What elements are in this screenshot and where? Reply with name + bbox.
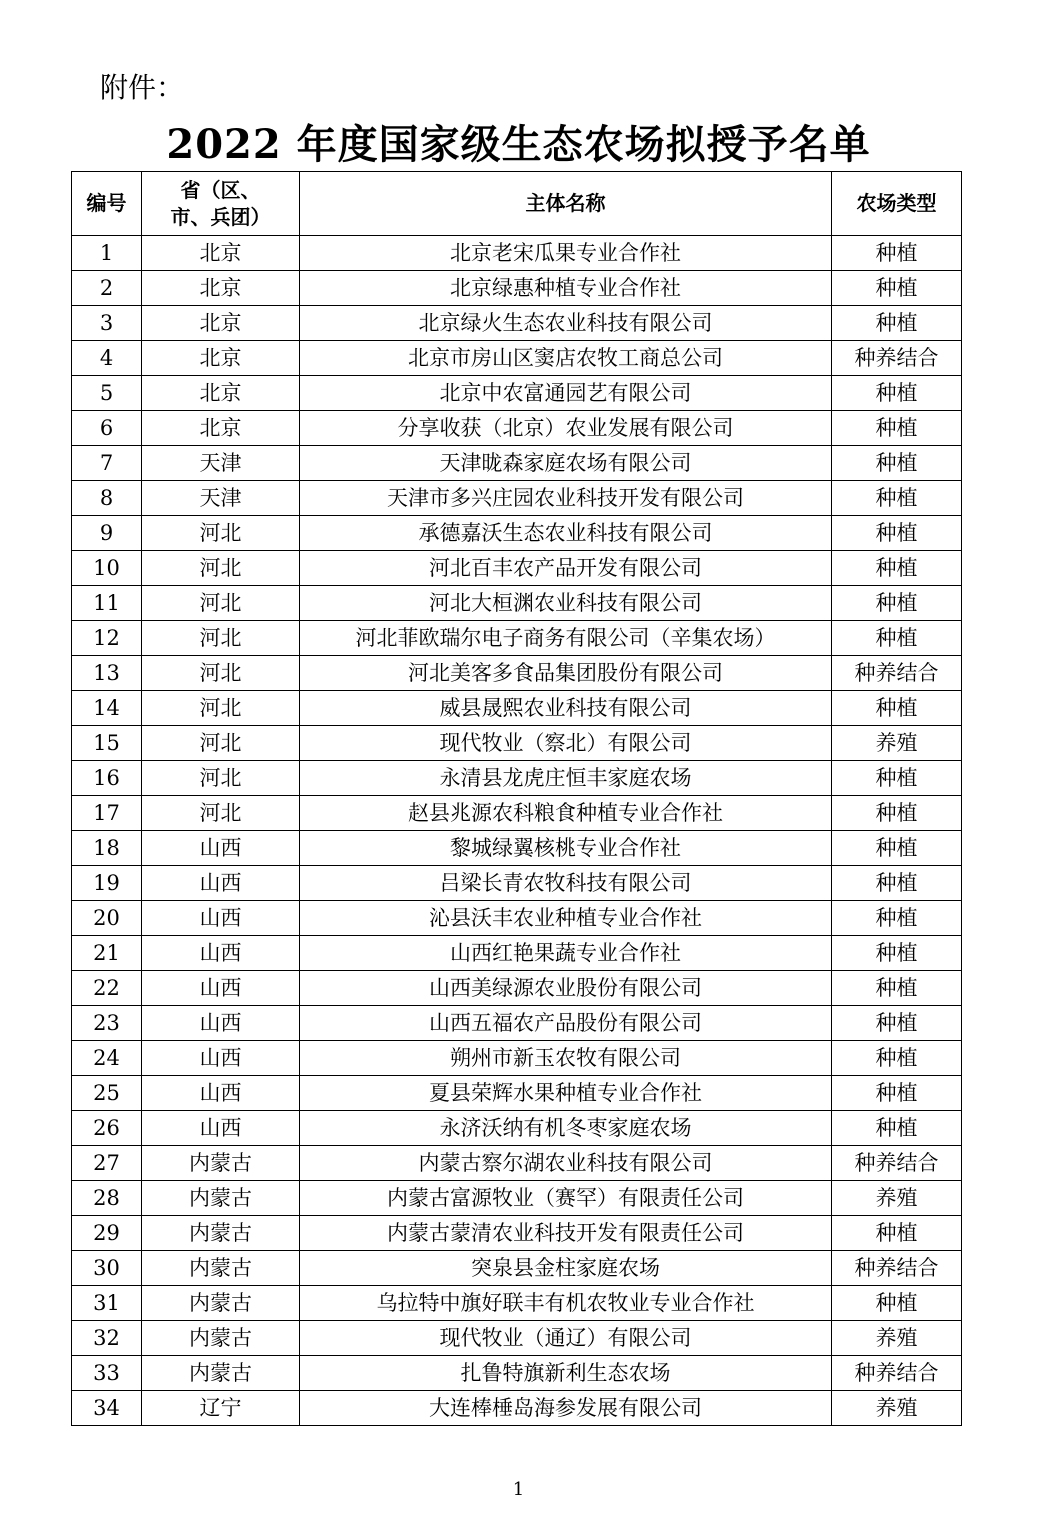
cell-province: 山西: [142, 1006, 300, 1041]
cell-farm-type: 种养结合: [832, 341, 962, 376]
table-row: [72, 271, 962, 306]
cell-number: 5: [72, 376, 142, 411]
cell-province: 河北: [142, 691, 300, 726]
cell-entity-name: 河北大桓渊农业科技有限公司: [300, 586, 832, 621]
cell-number: 29: [72, 1216, 142, 1251]
header-number: 编号: [72, 172, 142, 236]
cell-entity-name: 北京中农富通园艺有限公司: [300, 376, 832, 411]
table-row: [72, 656, 962, 691]
cell-entity-name: 沁县沃丰农业种植专业合作社: [300, 901, 832, 936]
cell-farm-type: 种养结合: [832, 656, 962, 691]
cell-entity-name: 黎城绿翼核桃专业合作社: [300, 831, 832, 866]
table-row: [72, 551, 962, 586]
cell-entity-name: 现代牧业（通辽）有限公司: [300, 1321, 832, 1356]
cell-farm-type: 养殖: [832, 1391, 962, 1426]
cell-province: 山西: [142, 1076, 300, 1111]
cell-entity-name: 天津市多兴庄园农业科技开发有限公司: [300, 481, 832, 516]
cell-entity-name: 乌拉特中旗好联丰有机农牧业专业合作社: [300, 1286, 832, 1321]
cell-entity-name: 北京老宋瓜果专业合作社: [300, 236, 832, 271]
cell-entity-name: 内蒙古蒙清农业科技开发有限责任公司: [300, 1216, 832, 1251]
cell-province: 山西: [142, 831, 300, 866]
header-entity-name: 主体名称: [300, 172, 832, 236]
cell-number: 30: [72, 1251, 142, 1286]
header-province-line1: 省（区、: [180, 177, 261, 202]
table-row: [72, 1251, 962, 1286]
cell-farm-type: 种植: [832, 796, 962, 831]
table-row: [72, 236, 962, 271]
cell-entity-name: 天津昽森家庭农场有限公司: [300, 446, 832, 481]
cell-province: 天津: [142, 481, 300, 516]
cell-farm-type: 种植: [832, 761, 962, 796]
cell-farm-type: 养殖: [832, 1321, 962, 1356]
cell-province: 山西: [142, 971, 300, 1006]
cell-entity-name: 内蒙古富源牧业（赛罕）有限责任公司: [300, 1181, 832, 1216]
cell-farm-type: 种植: [832, 481, 962, 516]
cell-farm-type: 种植: [832, 236, 962, 271]
cell-number: 34: [72, 1391, 142, 1426]
cell-number: 22: [72, 971, 142, 1006]
cell-province: 内蒙古: [142, 1286, 300, 1321]
cell-province: 河北: [142, 656, 300, 691]
cell-province: 北京: [142, 376, 300, 411]
cell-province: 内蒙古: [142, 1146, 300, 1181]
cell-number: 4: [72, 341, 142, 376]
table-header-row: [72, 172, 962, 236]
cell-entity-name: 北京绿火生态农业科技有限公司: [300, 306, 832, 341]
cell-number: 10: [72, 551, 142, 586]
cell-province: 北京: [142, 411, 300, 446]
cell-province: 河北: [142, 551, 300, 586]
table-body: [72, 236, 962, 1426]
table-row: [72, 1111, 962, 1146]
table-row: [72, 1146, 962, 1181]
table-row: [72, 341, 962, 376]
cell-farm-type: 种植: [832, 271, 962, 306]
cell-number: 9: [72, 516, 142, 551]
cell-province: 河北: [142, 586, 300, 621]
cell-entity-name: 内蒙古察尔湖农业科技有限公司: [300, 1146, 832, 1181]
cell-number: 25: [72, 1076, 142, 1111]
header-province-line2: 市、兵团）: [170, 204, 271, 229]
cell-farm-type: 种养结合: [832, 1146, 962, 1181]
cell-number: 32: [72, 1321, 142, 1356]
cell-farm-type: 种植: [832, 901, 962, 936]
cell-entity-name: 承德嘉沃生态农业科技有限公司: [300, 516, 832, 551]
cell-farm-type: 种植: [832, 446, 962, 481]
cell-farm-type: 种植: [832, 691, 962, 726]
table-row: [72, 306, 962, 341]
cell-farm-type: 种植: [832, 1286, 962, 1321]
cell-farm-type: 种植: [832, 831, 962, 866]
cell-number: 16: [72, 761, 142, 796]
table-row: [72, 1006, 962, 1041]
cell-number: 12: [72, 621, 142, 656]
cell-farm-type: 种植: [832, 551, 962, 586]
cell-entity-name: 赵县兆源农科粮食种植专业合作社: [300, 796, 832, 831]
table-row: [72, 726, 962, 761]
cell-entity-name: 永清县龙虎庄恒丰家庭农场: [300, 761, 832, 796]
cell-farm-type: 种养结合: [832, 1251, 962, 1286]
table-row: [72, 411, 962, 446]
cell-province: 内蒙古: [142, 1181, 300, 1216]
cell-entity-name: 威县晟熙农业科技有限公司: [300, 691, 832, 726]
cell-farm-type: 种植: [832, 306, 962, 341]
table-row: [72, 621, 962, 656]
cell-entity-name: 山西红艳果蔬专业合作社: [300, 936, 832, 971]
cell-farm-type: 种植: [832, 411, 962, 446]
cell-number: 21: [72, 936, 142, 971]
cell-number: 11: [72, 586, 142, 621]
cell-province: 北京: [142, 306, 300, 341]
page-number: 1: [512, 1479, 525, 1500]
cell-entity-name: 分享收获（北京）农业发展有限公司: [300, 411, 832, 446]
cell-entity-name: 吕梁长青农牧科技有限公司: [300, 866, 832, 901]
cell-entity-name: 河北美客多食品集团股份有限公司: [300, 656, 832, 691]
cell-province: 河北: [142, 516, 300, 551]
cell-farm-type: 种植: [832, 586, 962, 621]
cell-province: 山西: [142, 901, 300, 936]
header-farm-type: 农场类型: [832, 172, 962, 236]
cell-province: 山西: [142, 1041, 300, 1076]
cell-entity-name: 夏县荣辉水果种植专业合作社: [300, 1076, 832, 1111]
cell-province: 辽宁: [142, 1391, 300, 1426]
cell-farm-type: 种植: [832, 621, 962, 656]
cell-number: 33: [72, 1356, 142, 1391]
cell-number: 8: [72, 481, 142, 516]
table-row: [72, 1076, 962, 1111]
cell-entity-name: 河北菲欧瑞尔电子商务有限公司（辛集农场）: [300, 621, 832, 656]
table-row: [72, 1321, 962, 1356]
cell-number: 1: [72, 236, 142, 271]
document-title: 2022 年度国家级生态农场拟授予名单: [166, 121, 871, 168]
cell-province: 山西: [142, 866, 300, 901]
cell-province: 内蒙古: [142, 1321, 300, 1356]
farm-list-table: [71, 171, 962, 1426]
table-row: [72, 831, 962, 866]
cell-province: 北京: [142, 341, 300, 376]
cell-province: 河北: [142, 796, 300, 831]
cell-number: 23: [72, 1006, 142, 1041]
table-row: [72, 516, 962, 551]
cell-farm-type: 种养结合: [832, 1356, 962, 1391]
table-row: [72, 1041, 962, 1076]
cell-farm-type: 种植: [832, 1041, 962, 1076]
cell-number: 13: [72, 656, 142, 691]
cell-farm-type: 种植: [832, 376, 962, 411]
cell-entity-name: 朔州市新玉农牧有限公司: [300, 1041, 832, 1076]
cell-province: 河北: [142, 726, 300, 761]
table-row: [72, 901, 962, 936]
table-row: [72, 691, 962, 726]
cell-number: 27: [72, 1146, 142, 1181]
cell-entity-name: 突泉县金柱家庭农场: [300, 1251, 832, 1286]
table-row: [72, 1391, 962, 1426]
cell-farm-type: 养殖: [832, 726, 962, 761]
cell-farm-type: 种植: [832, 1076, 962, 1111]
cell-province: 天津: [142, 446, 300, 481]
cell-farm-type: 种植: [832, 1006, 962, 1041]
cell-entity-name: 北京绿惠种植专业合作社: [300, 271, 832, 306]
cell-entity-name: 北京市房山区窦店农牧工商总公司: [300, 341, 832, 376]
table-row: [72, 1216, 962, 1251]
table-row: [72, 376, 962, 411]
cell-number: 24: [72, 1041, 142, 1076]
table-row: [72, 936, 962, 971]
cell-number: 31: [72, 1286, 142, 1321]
cell-number: 18: [72, 831, 142, 866]
cell-number: 2: [72, 271, 142, 306]
cell-entity-name: 扎鲁特旗新利生态农场: [300, 1356, 832, 1391]
table-row: [72, 1181, 962, 1216]
cell-province: 北京: [142, 236, 300, 271]
cell-entity-name: 永济沃纳有机冬枣家庭农场: [300, 1111, 832, 1146]
header-province: [142, 172, 300, 236]
cell-farm-type: 种植: [832, 971, 962, 1006]
cell-entity-name: 现代牧业（察北）有限公司: [300, 726, 832, 761]
cell-number: 15: [72, 726, 142, 761]
cell-farm-type: 种植: [832, 516, 962, 551]
cell-farm-type: 种植: [832, 936, 962, 971]
cell-number: 3: [72, 306, 142, 341]
cell-farm-type: 养殖: [832, 1181, 962, 1216]
cell-province: 山西: [142, 1111, 300, 1146]
cell-number: 14: [72, 691, 142, 726]
cell-entity-name: 山西五福农产品股份有限公司: [300, 1006, 832, 1041]
cell-province: 河北: [142, 621, 300, 656]
table-row: [72, 796, 962, 831]
cell-province: 北京: [142, 271, 300, 306]
cell-farm-type: 种植: [832, 1111, 962, 1146]
cell-province: 内蒙古: [142, 1356, 300, 1391]
table-row: [72, 1356, 962, 1391]
table-row: [72, 761, 962, 796]
cell-province: 内蒙古: [142, 1251, 300, 1286]
cell-number: 19: [72, 866, 142, 901]
table-row: [72, 446, 962, 481]
cell-entity-name: 山西美绿源农业股份有限公司: [300, 971, 832, 1006]
cell-number: 20: [72, 901, 142, 936]
cell-province: 内蒙古: [142, 1216, 300, 1251]
cell-number: 6: [72, 411, 142, 446]
cell-entity-name: 河北百丰农产品开发有限公司: [300, 551, 832, 586]
table-row: [72, 1286, 962, 1321]
cell-province: 河北: [142, 761, 300, 796]
cell-number: 26: [72, 1111, 142, 1146]
cell-farm-type: 种植: [832, 866, 962, 901]
table-row: [72, 586, 962, 621]
table-row: [72, 481, 962, 516]
cell-farm-type: 种植: [832, 1216, 962, 1251]
cell-province: 山西: [142, 936, 300, 971]
attachment-label: 附件：: [100, 71, 185, 104]
table-row: [72, 971, 962, 1006]
cell-entity-name: 大连棒棰岛海参发展有限公司: [300, 1391, 832, 1426]
cell-number: 17: [72, 796, 142, 831]
cell-number: 28: [72, 1181, 142, 1216]
table-row: [72, 866, 962, 901]
cell-number: 7: [72, 446, 142, 481]
